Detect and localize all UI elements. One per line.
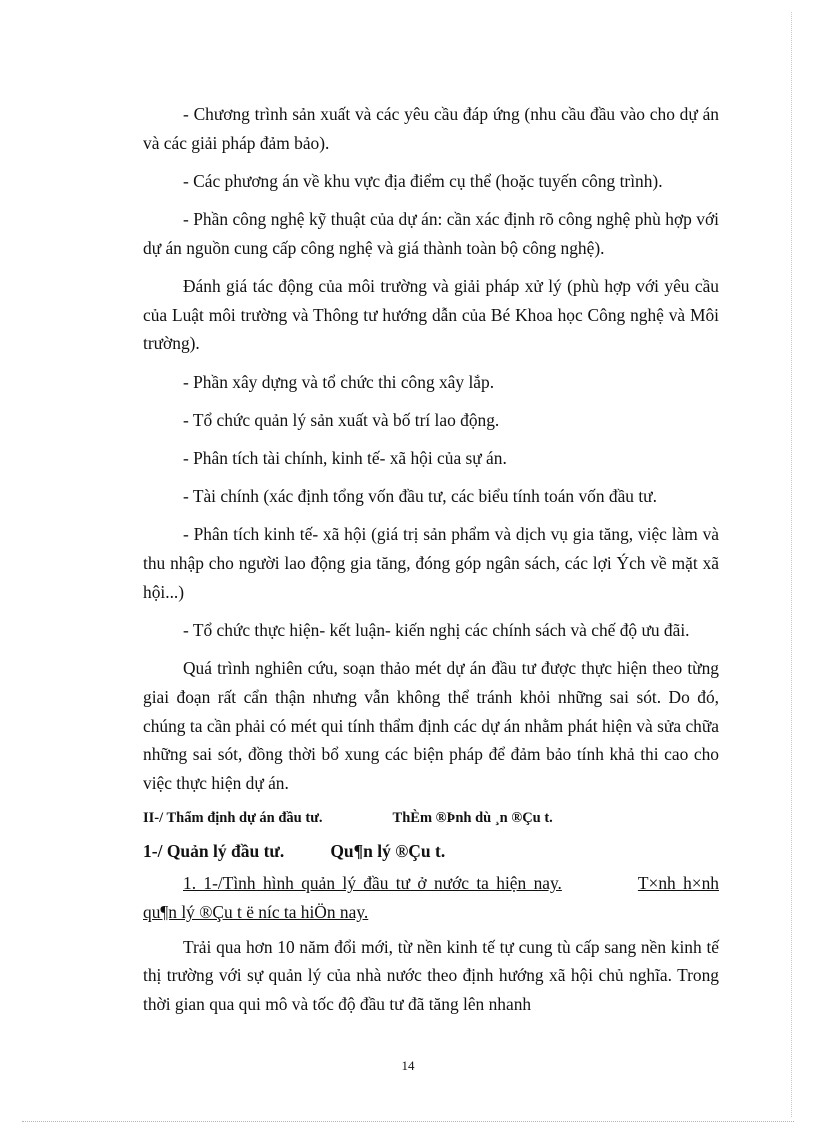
section-heading-investment-management-garbled: Qu¶n lý ®Çu t. [330,841,446,862]
paragraph-implementation: - Tổ chức thực hiện- kết luận- kiến nghị các chính sách và chế độ ưu đãi. [183,620,690,641]
section-heading-appraisal [143,807,719,829]
paragraph-technology: - Phần công nghệ kỹ thuật của dự án: cần xác định rõ công nghệ phù hợp với dự án nguồn cung cấp công nghệ và giá thành toàn bộ công nghệ). [143,209,719,258]
page-body [143,100,719,1028]
paragraph-production-program: - Chương trình sản xuất và các yêu cầu đáp ứng (nhu cầu đầu vào cho dự án và các giải pháp đảm bảo). [143,104,719,153]
paragraph-financial-analysis: - Phân tích tài chính, kinh tế- xã hội của sự án. [183,448,507,469]
section-heading-appraisal-text: II-/ Thẩm định dự án đầu tư. [143,810,323,827]
paragraph-finance: - Tài chính (xác định tổng vốn đầu tư, các biểu tính toán vốn đầu tư. [183,486,657,507]
paragraph-construction: - Phần xây dựng và tổ chức thi công xây lắp. [183,371,495,392]
paragraph-socioeconomic: - Phân tích kinh tế- xã hội (giá trị sản phẩm và dịch vụ gia tăng, việc làm và thu nhập cho người lao động gia tăng, đóng góp ngân sách, các lợi Ých về mặt xã hội...) [143,524,719,602]
footer-divider [22,1121,794,1122]
page-number: 14 [401,1058,415,1073]
paragraph-location-options: - Các phương án về khu vực địa điểm cụ thể (hoặc tuyến công trình). [183,170,663,191]
section-heading-appraisal-garbled: ThÈm ®Þnh dù ¸n ®Çu t. [392,810,553,827]
page-edge-guide [791,12,792,1117]
paragraph-management: - Tổ chức quản lý sản xuất và bố trí lao động. [183,409,500,430]
subsection-heading-situation-text: 1. 1-/Tình hình quản lý đầu tư ở nước ta hiện nay. [183,873,562,894]
paragraph-reform: Trải qua hơn 10 năm đổi mới, từ nền kinh tế tự cung tù cấp sang nền kinh tế thị trường với sự quản lý của nhà nước theo định hướng xã hội chủ nghĩa. Trong thời gian qua qui mô và tốc độ đầu tư đã tăng lên nhanh [143,936,719,1015]
subsection-heading-situation [143,869,719,926]
paragraph-environment: Đánh giá tác động của môi trường và giải pháp xử lý (phù hợp với yêu cầu của Luật môi trường và Thông tư hướng dẫn của Bé Khoa học Công nghệ và Môi trường). [143,276,719,354]
subsection-heading-situation-garbled: T×nh h×nh qu¶n lý ®Çu t ë níc ta hiÖn nay. [143,873,719,922]
paragraph-appraisal-process: Quá trình nghiên cứu, soạn thảo mét dự án đầu tư được thực hiện theo từng giai đoạn rất cẩn thận nhưng vẫn không thể tránh khỏi những sai sót. Do đó, chúng ta cần phải có mét qui tính thẩm định các dự án nhằm phát hiện và sửa chữa những sai sót, đồng thời bổ xung các biện pháp để đảm bảo tính khả thi cao cho việc thực hiện dự án. [143,658,719,794]
section-heading-investment-management-text: 1-/ Quản lý đầu tư. [143,841,285,862]
section-heading-investment-management [143,837,719,865]
